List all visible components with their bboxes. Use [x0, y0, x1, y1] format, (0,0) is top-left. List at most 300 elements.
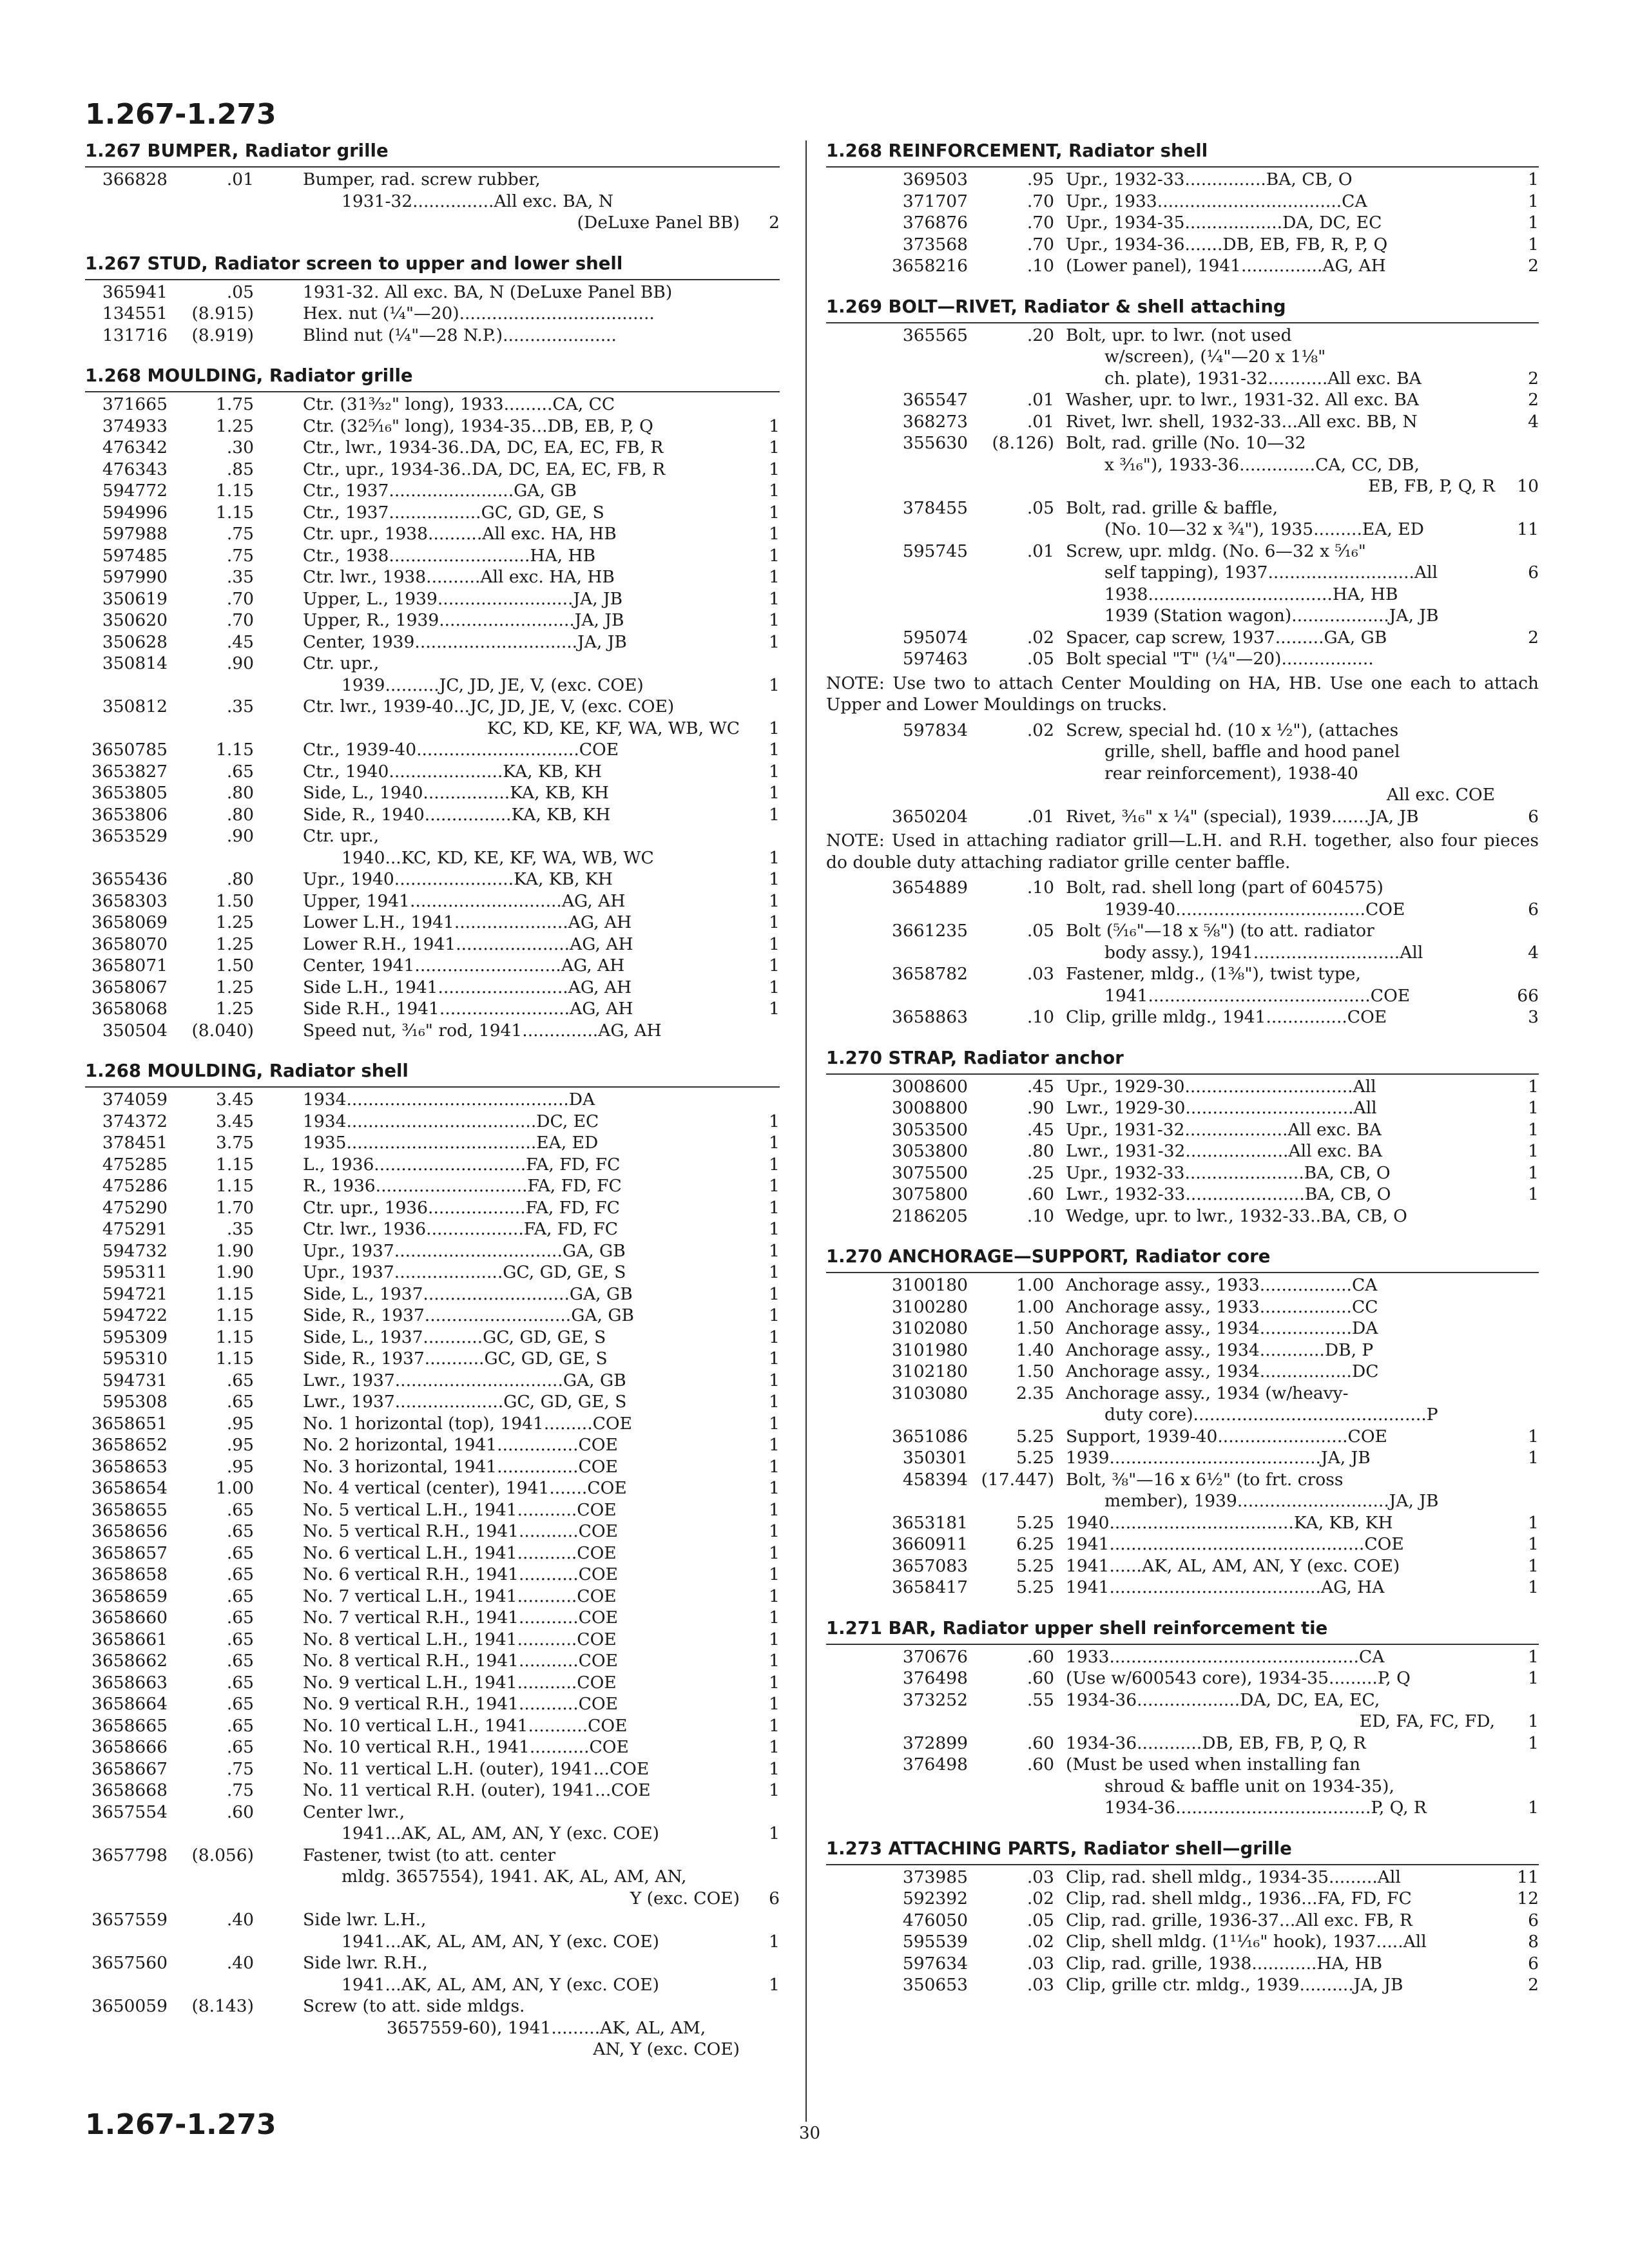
part-description: 1941...AK, AL, AM, AN, Y (exc. COE): [342, 1931, 659, 1952]
part-quantity: 1: [769, 934, 780, 954]
parts-section: [85, 365, 780, 1041]
part-description: No. 8 vertical R.H., 1941...........COE: [303, 1651, 618, 1671]
part-row-line: [826, 1361, 1539, 1383]
part-price: .65: [226, 1564, 254, 1584]
part-quantity: 6: [1528, 562, 1539, 582]
part-row: [826, 1097, 1539, 1119]
part-row: [85, 1391, 780, 1413]
part-quantity: 3: [1528, 1007, 1539, 1027]
part-row: [85, 1175, 780, 1197]
part-row: [85, 1111, 780, 1133]
part-quantity: 1: [769, 1823, 780, 1843]
part-number: 595539: [902, 1932, 968, 1952]
part-number: 3658654: [91, 1478, 168, 1498]
part-number: 366828: [102, 169, 168, 189]
part-description: x ³⁄₁₆"), 1933-36..............CA, CC, DB,: [1104, 454, 1420, 475]
part-price: .80: [226, 804, 254, 825]
section-title: 1.268 MOULDING, Radiator shell: [85, 1061, 409, 1081]
part-row: [85, 631, 780, 653]
part-row-line: [826, 963, 1539, 985]
part-number: 374372: [102, 1111, 168, 1131]
part-row: [826, 1577, 1539, 1599]
part-row: [85, 1629, 780, 1651]
part-row-line: [85, 1715, 780, 1737]
part-number: 3658657: [91, 1542, 168, 1563]
part-number: 597463: [902, 649, 968, 669]
part-description: Bolt special "T" (¼"—20).................: [1066, 649, 1374, 669]
part-quantity: 1: [769, 1715, 780, 1736]
part-row-line: [826, 454, 1539, 476]
part-row: [85, 1132, 780, 1154]
part-quantity: 1: [769, 545, 780, 566]
part-price: 1.00: [215, 1478, 254, 1498]
part-row: [85, 459, 780, 481]
part-row: [826, 1206, 1539, 1227]
part-row: [826, 920, 1539, 963]
part-description: ch. plate), 1931-32...........All exc. BA: [1104, 368, 1422, 389]
part-number: 3101980: [891, 1340, 968, 1360]
part-row-line: [826, 1931, 1539, 1953]
part-quantity: 1: [769, 1435, 780, 1455]
part-row: [826, 255, 1539, 277]
part-number: 3658664: [91, 1694, 168, 1714]
part-description: 1934...................................DC, EC: [303, 1111, 599, 1131]
part-price: .65: [226, 1521, 254, 1541]
part-row-line: [826, 325, 1539, 347]
part-price: .05: [1027, 497, 1054, 518]
part-row-line: [826, 1426, 1539, 1448]
parts-section: [85, 253, 780, 347]
part-quantity: 66: [1517, 985, 1539, 1006]
part-description: Support, 1939-40........................COE: [1066, 1426, 1387, 1446]
part-row-line: [85, 1802, 780, 1823]
part-price: .02: [1027, 627, 1054, 648]
part-number: 365547: [902, 390, 968, 410]
part-number: 3100280: [891, 1296, 968, 1317]
part-row-line: [85, 523, 780, 545]
part-row-line: [826, 1953, 1539, 1975]
part-number: 3075800: [891, 1184, 968, 1204]
part-number: 458394: [902, 1469, 968, 1490]
part-row-line: [826, 1340, 1539, 1361]
part-quantity: 1: [769, 1176, 780, 1196]
part-row: [85, 1693, 780, 1715]
part-row-line: [85, 1931, 780, 1953]
part-quantity: 1: [1528, 1426, 1539, 1446]
part-number: 355630: [902, 433, 968, 453]
part-row-line: [826, 432, 1539, 454]
part-description: Ctr. lwr., 1939-40...JC, JD, JE, V, (exc. COE): [303, 697, 675, 716]
part-number: 3103080: [891, 1383, 968, 1403]
part-row: [85, 1197, 780, 1219]
part-description: (Must be used when installing fan: [1066, 1754, 1361, 1774]
part-row: [85, 1413, 780, 1435]
part-row-line: [826, 1711, 1539, 1733]
part-price: .03: [1027, 964, 1054, 984]
part-description: 1941.......................................AG, HA: [1066, 1577, 1385, 1597]
part-row-line: [85, 1564, 780, 1586]
part-row-line: [826, 1296, 1539, 1318]
part-quantity: 1: [769, 1197, 780, 1218]
part-quantity: 1: [769, 1564, 780, 1584]
part-row-line: [826, 1076, 1539, 1098]
part-number: 3654889: [891, 878, 968, 898]
part-price: .30: [226, 437, 254, 457]
part-number: 594732: [102, 1240, 168, 1261]
part-price: 6.25: [1016, 1534, 1054, 1554]
part-price: .25: [1027, 1162, 1054, 1183]
section-note: NOTE: Used in attaching radiator grill—L.H. and R.H. together, also four pieces do double duty attaching radiator grille center baffle.: [826, 831, 1539, 872]
part-row-line: [85, 1909, 780, 1931]
part-row: [85, 416, 780, 437]
part-price: 1.15: [215, 740, 254, 760]
part-row: [85, 1456, 780, 1478]
part-row: [85, 869, 780, 890]
part-price: .95: [226, 1456, 254, 1477]
part-description: Upr., 1932-33...............BA, CB, O: [1066, 169, 1353, 189]
part-row-line: [826, 1910, 1539, 1932]
part-row: [826, 1867, 1539, 1888]
part-row: [85, 303, 780, 325]
part-description: Center, 1941...........................AG, AH: [303, 956, 625, 975]
part-row: [85, 169, 780, 234]
part-row: [85, 1348, 780, 1370]
part-number: 376498: [902, 1668, 968, 1688]
part-number: 3658782: [891, 964, 968, 984]
part-row-line: [85, 1456, 780, 1478]
part-row-line: [85, 825, 780, 847]
part-row-line: [826, 605, 1539, 627]
part-row: [85, 588, 780, 610]
part-row: [85, 739, 780, 761]
part-number: 3658863: [891, 1007, 968, 1027]
part-number: 350504: [102, 1020, 168, 1041]
part-row: [826, 1006, 1539, 1028]
part-quantity: 1: [1528, 1119, 1539, 1140]
section-items: [826, 1272, 1539, 1599]
part-row: [85, 1952, 780, 1995]
part-quantity: 1: [1528, 234, 1539, 255]
part-quantity: 1: [769, 740, 780, 760]
part-price: 1.15: [215, 1305, 254, 1325]
part-row: [85, 1283, 780, 1305]
part-row: [826, 1340, 1539, 1361]
part-description: No. 7 vertical L.H., 1941...........COE: [303, 1586, 617, 1606]
part-row-line: [85, 1888, 780, 1910]
part-row-line: [85, 912, 780, 934]
part-description: Ctr. upr.,: [303, 826, 380, 846]
part-number: 3658661: [91, 1629, 168, 1649]
part-price: 1.25: [215, 934, 254, 954]
part-row-line: [85, 1542, 780, 1564]
part-quantity: 1: [1528, 1141, 1539, 1161]
part-number: 3658651: [91, 1413, 168, 1434]
part-row-line: [85, 782, 780, 804]
part-number: 3100180: [891, 1275, 968, 1295]
part-description: Anchorage assy., 1934............DB, P: [1066, 1340, 1374, 1360]
part-number: 597485: [102, 545, 168, 566]
part-description: Fastener, twist (to att. center: [303, 1845, 556, 1865]
part-quantity: 6: [1528, 1953, 1539, 1974]
part-price: .65: [226, 1694, 254, 1714]
section-items: [85, 1086, 780, 2061]
part-quantity: 1: [769, 675, 780, 695]
part-quantity: 1: [769, 610, 780, 630]
part-number: 3653806: [91, 804, 168, 825]
part-number: 594996: [102, 502, 168, 523]
part-row: [826, 963, 1539, 1006]
part-quantity: 6: [1528, 806, 1539, 827]
part-price: .95: [1027, 169, 1054, 189]
part-number: 3658653: [91, 1456, 168, 1477]
part-number: 597988: [102, 524, 168, 544]
part-description: No. 6 vertical R.H., 1941...........COE: [303, 1564, 618, 1584]
part-row: [85, 523, 780, 545]
part-quantity: 2: [1528, 390, 1539, 410]
section-items: [85, 279, 780, 347]
part-row-line: [826, 877, 1539, 899]
part-row-line: [826, 1162, 1539, 1184]
part-number: 3658655: [91, 1499, 168, 1520]
part-row-line: [85, 282, 780, 303]
part-price: .65: [226, 761, 254, 782]
part-price: .35: [226, 1219, 254, 1239]
part-description: 1938..................................HA, HB: [1104, 584, 1398, 604]
part-row: [85, 653, 780, 696]
part-row: [85, 566, 780, 588]
part-number: 3102180: [891, 1361, 968, 1381]
part-quantity: 1: [769, 588, 780, 609]
part-row: [85, 437, 780, 459]
part-number: 3658417: [891, 1577, 968, 1597]
part-row-line: [826, 763, 1539, 785]
part-description: Washer, upr. to lwr., 1931-32. All exc. BA: [1066, 390, 1419, 410]
part-number: 3053800: [891, 1141, 968, 1161]
part-row-line: [85, 1020, 780, 1042]
part-row-line: [85, 303, 780, 325]
part-quantity: 1: [769, 1133, 780, 1153]
part-quantity: 4: [1528, 411, 1539, 432]
part-price: 1.15: [215, 1154, 254, 1175]
part-description: 1939..........JC, JD, JE, V, (exc. COE): [342, 675, 644, 695]
part-quantity: 11: [1517, 1867, 1539, 1887]
part-row-line: [85, 977, 780, 999]
part-row: [826, 234, 1539, 256]
part-number: 3651086: [891, 1426, 968, 1446]
part-row: [85, 1089, 780, 1111]
part-row: [85, 696, 780, 739]
part-row: [826, 1184, 1539, 1206]
part-quantity: 1: [769, 1542, 780, 1563]
part-description: 1934-36............DB, EB, FB, P, Q, R: [1066, 1733, 1366, 1753]
part-price: 3.75: [215, 1133, 254, 1153]
part-quantity: 1: [769, 1219, 780, 1239]
part-row: [85, 1240, 780, 1262]
part-quantity: 1: [769, 1737, 780, 1757]
part-price: .70: [226, 610, 254, 630]
part-number: 3655436: [91, 869, 168, 889]
part-row: [826, 1733, 1539, 1754]
part-row-line: [826, 368, 1539, 390]
part-price: .70: [226, 588, 254, 609]
part-row: [85, 1845, 780, 1910]
part-price: .65: [226, 1651, 254, 1671]
part-row: [85, 480, 780, 502]
part-quantity: 1: [769, 1608, 780, 1628]
part-description: Side L.H., 1941........................AG, AH: [303, 977, 632, 997]
part-row-line: [826, 1512, 1539, 1534]
part-number: 370676: [902, 1646, 968, 1667]
part-row: [85, 977, 780, 999]
part-row-line: [826, 1006, 1539, 1028]
part-quantity: 1: [769, 502, 780, 523]
part-number: 372899: [902, 1733, 968, 1753]
part-row: [826, 411, 1539, 433]
part-description: 1940...KC, KD, KE, KF, WA, WB, WC: [342, 847, 654, 868]
part-row-line: [826, 1974, 1539, 1996]
part-price: (8.056): [191, 1845, 254, 1865]
part-number: 3658667: [91, 1758, 168, 1779]
part-quantity: 1: [1528, 191, 1539, 211]
section-items: [826, 1864, 1539, 1996]
part-row-line: [85, 1348, 780, 1370]
part-row: [826, 1689, 1539, 1733]
part-price: .10: [1027, 256, 1054, 276]
part-row-line: [85, 1391, 780, 1413]
part-price: .95: [226, 1413, 254, 1434]
part-number: 374933: [102, 416, 168, 436]
part-quantity: 1: [1528, 1668, 1539, 1688]
part-quantity: 1: [769, 1283, 780, 1304]
part-quantity: 1: [769, 718, 780, 738]
part-number: 3650059: [91, 1996, 168, 2016]
part-row: [826, 627, 1539, 649]
part-quantity: 1: [1528, 1512, 1539, 1533]
part-number: 3653805: [91, 783, 168, 803]
part-description: Upr., 1937....................GC, GD, GE, S: [303, 1262, 626, 1282]
part-description: Rivet, ³⁄₁₆" x ¼" (special), 1939.......JA, JB: [1066, 806, 1419, 827]
part-price: .02: [1027, 1932, 1054, 1952]
part-number: 594721: [102, 1283, 168, 1304]
part-number: 3658067: [91, 977, 168, 997]
part-number: 371707: [902, 191, 968, 211]
part-quantity: 1: [769, 1392, 780, 1412]
part-description: Bolt (⁵⁄₁₆"—18 x ⅝") (to att. radiator: [1066, 921, 1374, 941]
part-number: 378451: [102, 1133, 168, 1153]
part-price: .65: [226, 1499, 254, 1520]
part-row-line: [826, 1119, 1539, 1141]
part-row: [85, 1672, 780, 1694]
part-description: EB, FB, P, Q, R: [1368, 476, 1495, 496]
part-price: 5.25: [1016, 1555, 1054, 1576]
part-description: Lower L.H., 1941.....................AG, AH: [303, 912, 632, 932]
part-description: AN, Y (exc. COE): [593, 2039, 740, 2059]
part-description: duty core)...........................................P: [1104, 1405, 1438, 1425]
part-number: 3658658: [91, 1564, 168, 1584]
part-row-line: [85, 1499, 780, 1521]
part-description: Screw, special hd. (10 x ½"), (attaches: [1066, 720, 1399, 740]
part-description: Clip, rad. grille, 1938............HA, HB: [1066, 1953, 1383, 1974]
section-items: [826, 322, 1539, 1028]
part-quantity: 1: [769, 1111, 780, 1131]
part-description: Upper, L., 1939.........................JA, JB: [303, 588, 623, 609]
part-row: [826, 1383, 1539, 1426]
part-row-line: [85, 653, 780, 675]
part-quantity: 1: [769, 1694, 780, 1714]
part-price: .80: [226, 783, 254, 803]
part-price: 1.15: [215, 1176, 254, 1196]
part-price: .65: [226, 1737, 254, 1757]
part-row-line: [85, 1370, 780, 1392]
part-row: [85, 325, 780, 347]
part-row-line: [85, 1974, 780, 1996]
part-row-line: [85, 890, 780, 912]
part-row-line: [85, 169, 780, 191]
part-price: 2.35: [1016, 1383, 1054, 1403]
part-price: 3.45: [215, 1111, 254, 1131]
part-row: [826, 1119, 1539, 1141]
part-description: Side lwr. L.H.,: [303, 1910, 427, 1930]
part-price: .75: [226, 545, 254, 566]
section-title: 1.269 BOLT—RIVET, Radiator & shell attaching: [826, 296, 1286, 317]
part-row-line: [85, 1629, 780, 1651]
part-row-line: [826, 1490, 1539, 1512]
part-description: No. 5 vertical L.H., 1941...........COE: [303, 1499, 617, 1520]
part-description: No. 9 vertical R.H., 1941...........COE: [303, 1694, 618, 1714]
page-footer-label: 1.267-1.273: [85, 2108, 276, 2141]
part-row-line: [826, 584, 1539, 606]
part-price: .90: [1027, 1098, 1054, 1118]
part-description: 1939.......................................JA, JB: [1066, 1448, 1371, 1468]
part-price: .60: [1027, 1668, 1054, 1688]
part-quantity: 1: [769, 1413, 780, 1434]
part-row-line: [85, 804, 780, 826]
part-row-line: [826, 476, 1539, 497]
section-items: [826, 1644, 1539, 1819]
part-number: 595745: [902, 541, 968, 561]
part-quantity: 1: [769, 1370, 780, 1390]
part-row-line: [85, 1240, 780, 1262]
part-price: 1.15: [215, 481, 254, 501]
part-row: [826, 1931, 1539, 1953]
part-description: Side, R., 1937...........GC, GD, GE, S: [303, 1349, 608, 1369]
part-row: [826, 1426, 1539, 1448]
part-description: Ctr., 1937.......................GA, GB: [303, 481, 577, 501]
part-price: .05: [226, 282, 254, 302]
part-row-line: [826, 562, 1539, 584]
part-row-line: [826, 720, 1539, 742]
part-description: Side, R., 1937...........................GA, GB: [303, 1305, 635, 1325]
part-number: 369503: [902, 169, 968, 189]
part-quantity: 1: [769, 1499, 780, 1520]
part-row: [826, 1296, 1539, 1318]
part-quantity: 12: [1517, 1888, 1539, 1908]
part-price: 1.50: [215, 890, 254, 911]
part-number: 476342: [102, 437, 168, 457]
part-price: .65: [226, 1629, 254, 1649]
part-row-line: [826, 1206, 1539, 1227]
part-description: No. 8 vertical L.H., 1941...........COE: [303, 1629, 617, 1649]
part-description: 1941...AK, AL, AM, AN, Y (exc. COE): [342, 1974, 659, 1995]
part-quantity: 2: [1528, 256, 1539, 276]
part-description: Spacer, cap screw, 1937.........GA, GB: [1066, 627, 1387, 648]
part-price: (8.143): [191, 1996, 254, 2016]
left-column: [85, 140, 780, 2061]
part-quantity: 2: [1528, 627, 1539, 648]
part-number: 3658659: [91, 1586, 168, 1606]
part-price: 5.25: [1016, 1426, 1054, 1446]
part-number: 3657560: [91, 1953, 168, 1973]
